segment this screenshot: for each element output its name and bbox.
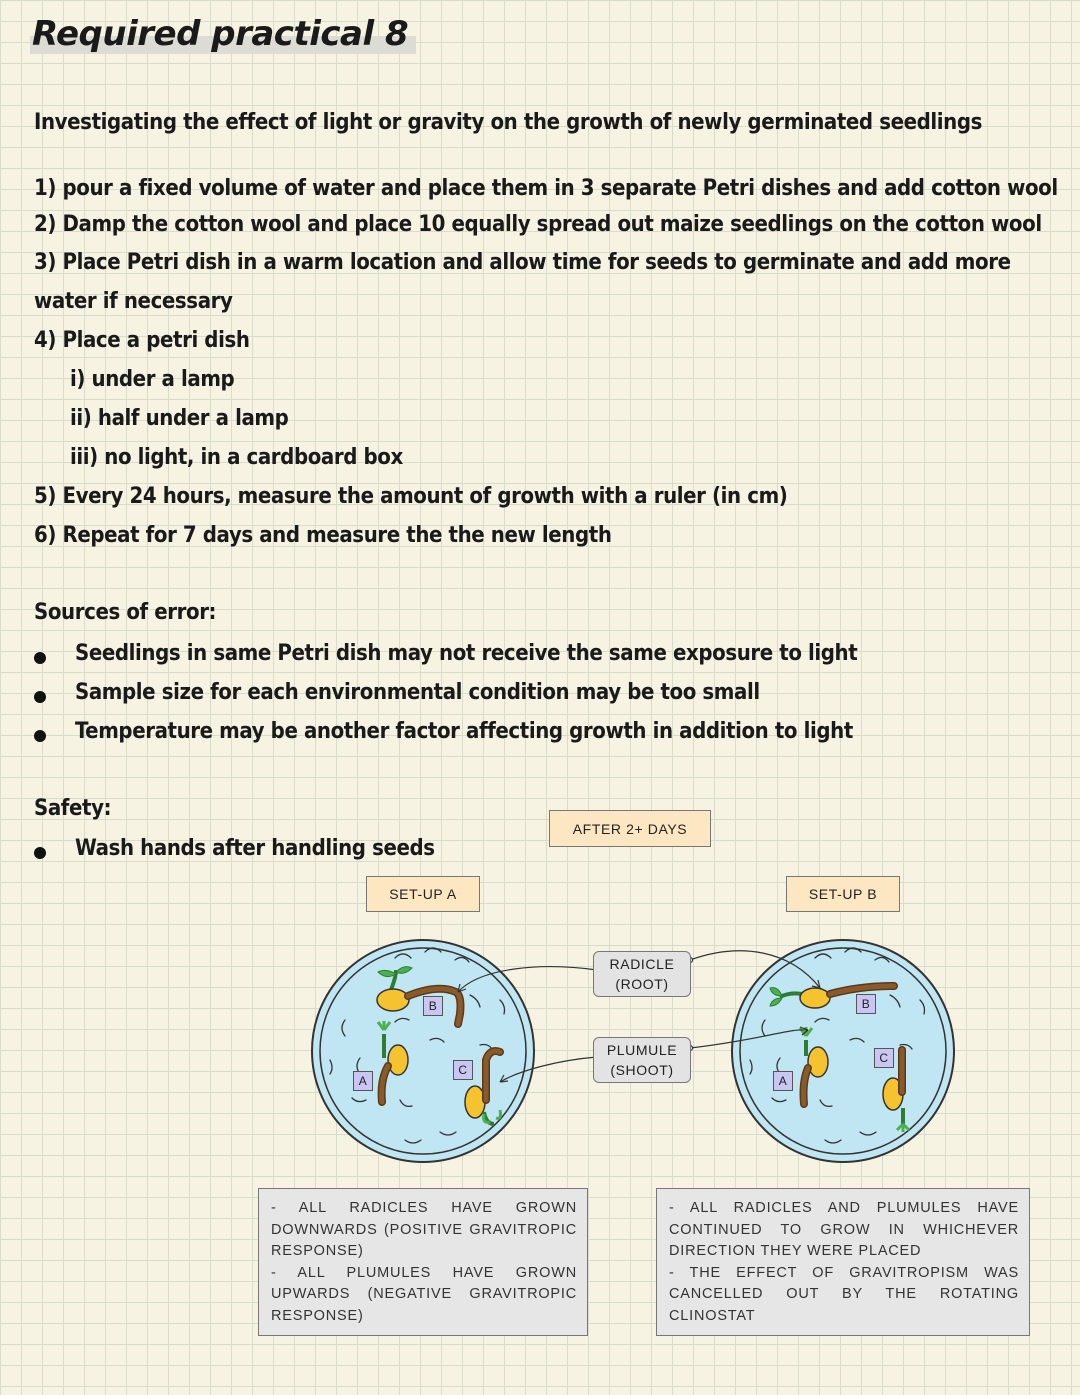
petri-dish-b (732, 940, 954, 1162)
note-line: - ALL RADICLES AND PLUMULES HAVE CONTINUED TO GROW IN WHICHEVER DIRECTION THEY WERE PLACED (669, 1200, 1019, 1259)
step-5: 5) Every 24 hours, measure the amount of growth with a ruler (in cm) (34, 484, 788, 509)
page-title: Required practical 8 (30, 14, 416, 54)
step-1: 1) pour a fixed volume of water and place them in 3 separate Petri dishes and add cotton wool (34, 176, 1058, 201)
step-4: 4) Place a petri dish (34, 328, 250, 353)
setup-b-label: SET-UP B (786, 876, 900, 912)
step-4-i: i) under a lamp (70, 367, 235, 392)
radicle-label-line1: RADICLE (609, 956, 675, 972)
errors-heading: Sources of error: (34, 600, 217, 625)
note-line: - ALL RADICLES HAVE GROWN DOWNWARDS (POSITIVE GRAVITROPIC RESPONSE) (271, 1200, 577, 1259)
seedling-tag: A (773, 1071, 793, 1091)
safety-item: Wash hands after handling seeds (75, 836, 435, 861)
seedling-tag: B (856, 994, 876, 1014)
step-2: 2) Damp the cotton wool and place 10 equally spread out maize seedlings on the cotton wool (34, 212, 1042, 237)
note-line: - THE EFFECT OF GRAVITROPISM WAS CANCELLED OUT BY THE ROTATING CLINOSTAT (669, 1264, 1019, 1324)
seedling-tag: A (353, 1071, 373, 1091)
setup-b-note (656, 1188, 1030, 1336)
radicle-label-line2: (ROOT) (615, 976, 669, 992)
practical-subtitle: Investigating the effect of light or gravity on the growth of newly germinated seedlings (34, 110, 983, 135)
seedling-tag: C (874, 1048, 894, 1068)
error-item: Temperature may be another factor affecting growth in addition to light (75, 719, 853, 744)
petri-dish-a (312, 940, 534, 1162)
setup-a-label: SET-UP A (366, 876, 480, 912)
error-item: Seedlings in same Petri dish may not receive the same exposure to light (75, 641, 858, 666)
step-3-continued: water if necessary (34, 289, 233, 314)
note-line: - ALL PLUMULES HAVE GROWN UPWARDS (NEGATIVE GRAVITROPIC RESPONSE) (271, 1264, 577, 1324)
plumule-label-line2: (SHOOT) (610, 1062, 674, 1078)
after-days-label: AFTER 2+ DAYS (549, 810, 711, 847)
error-item: Sample size for each environmental condition may be too small (75, 680, 760, 705)
setup-a-note (258, 1188, 588, 1336)
seedling-tag: B (423, 996, 443, 1016)
plumule-label (593, 1037, 691, 1083)
step-3: 3) Place Petri dish in a warm location and allow time for seeds to germinate and add more (34, 250, 1011, 275)
plumule-label-line1: PLUMULE (606, 1042, 678, 1058)
step-4-iii: iii) no light, in a cardboard box (70, 445, 403, 470)
step-4-ii: ii) half under a lamp (70, 406, 289, 431)
seedling-tag: C (453, 1060, 473, 1080)
radicle-label (593, 951, 691, 997)
step-6: 6) Repeat for 7 days and measure the the new length (34, 523, 612, 548)
safety-heading: Safety: (34, 796, 112, 821)
